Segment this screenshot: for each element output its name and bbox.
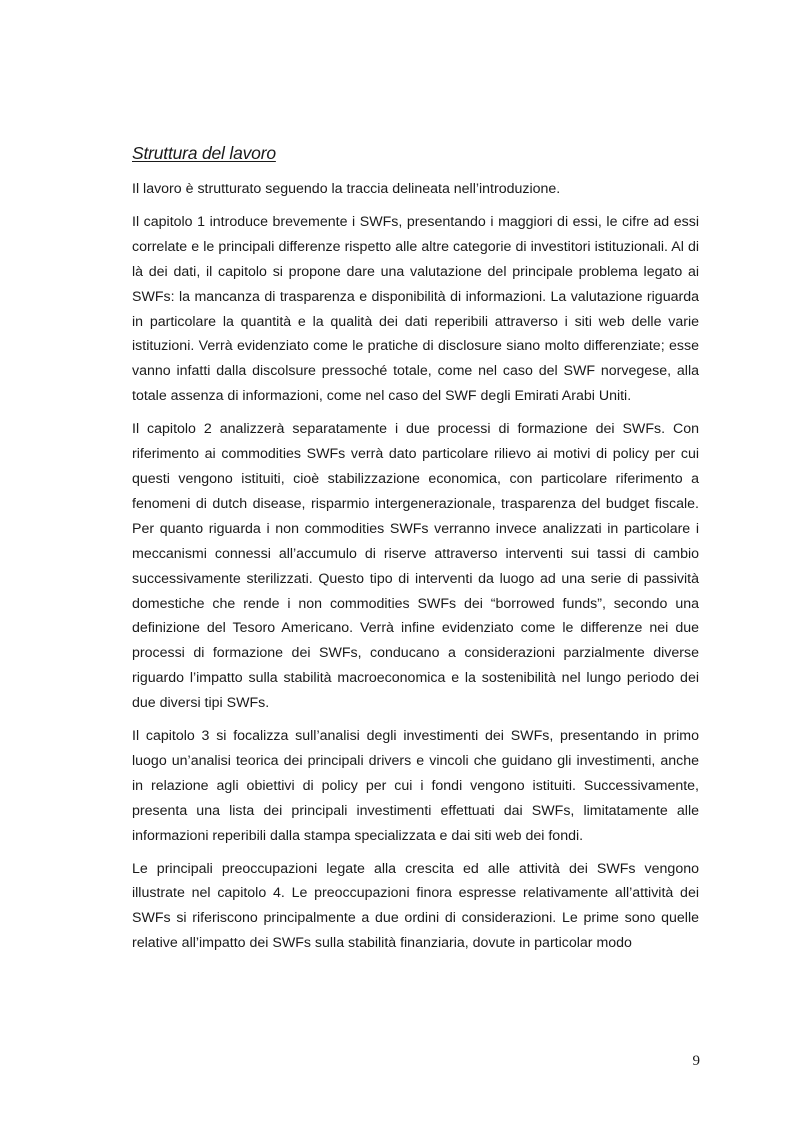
paragraph-intro: Il lavoro è strutturato seguendo la traccia delineata nell’introduzione. bbox=[132, 181, 561, 197]
paragraph-chapter-4: Le principali preoccupazioni legate alla crescita ed alle attività dei SWFs vengono illustrate nel capitolo 4. Le preoccupazioni finora espresse relativamente all’attività dei SWFs si riferiscono principalmente a due ordini di considerazioni. Le prime sono quelle relative all’impatto dei SWFs sulla stabilità finanziaria, dovute in particolar modo bbox=[132, 860, 699, 952]
section-heading: Struttura del lavoro bbox=[132, 143, 276, 163]
paragraph-chapter-3: Il capitolo 3 si focalizza sull’analisi degli investimenti dei SWFs, presentando in primo luogo un’analisi teorica dei principali drivers e vincoli che guidano gli investimenti, anche in relazione agli obiettivi di policy per cui i fondi vengono istituiti. Successivamente, presenta una lista dei principali investimenti effettuati dai SWFs, limitatamente alle informazioni reperibili dalla stampa specializzata e dai siti web dei fondi. bbox=[132, 728, 699, 844]
page-body bbox=[132, 140, 699, 964]
paragraph-chapter-2: Il capitolo 2 analizzerà separatamente i due processi di formazione dei SWFs. Con riferimento ai commodities SWFs verrà dato particolare rilievo ai motivi di policy per cui questi vengono istituiti, cioè stabilizzazione economica, con particolare riferimento a fenomeni di dutch disease, risparmio intergenerazionale, trasparenza del budget fiscale. Per quanto riguarda i non commodities SWFs verranno invece analizzati in particolare i meccanismi connessi all’accumulo di riserve attraverso interventi sui tassi di cambio successivamente sterilizzati. Questo tipo di interventi da luogo ad una serie di passività domestiche che rende i non commodities SWFs dei “borrowed funds”, secondo una definizione del Tesoro Americano. Verrà infine evidenziato come le differenze nei due processi di formazione dei SWFs, conducano a considerazioni parzialmente diverse riguardo l’impatto sulla stabilità macroeconomica e la sostenibilità nel lungo periodo dei due diversi tipi SWFs. bbox=[132, 421, 699, 712]
page-number: 9 bbox=[692, 1053, 700, 1069]
paragraph-chapter-1: Il capitolo 1 introduce brevemente i SWFs, presentando i maggiori di essi, le cifre ad essi correlate e le principali differenze rispetto alle altre categorie di investitori istituzionali. Al di là dei dati, il capitolo si propone dare una valutazione del principale problema legato ai SWFs: la mancanza di trasparenza e disponibilità di informazioni. La valutazione riguarda in particolare la quantità e la qualità dei dati reperibili attraverso i siti web delle varie istituzioni. Verrà evidenziato come le pratiche di disclosure siano molto differenziate; esse vanno infatti dalla discolsure pressoché totale, come nel caso del SWF norvegese, alla totale assenza di informazioni, come nel caso del SWF degli Emirati Arabi Uniti. bbox=[132, 213, 699, 405]
